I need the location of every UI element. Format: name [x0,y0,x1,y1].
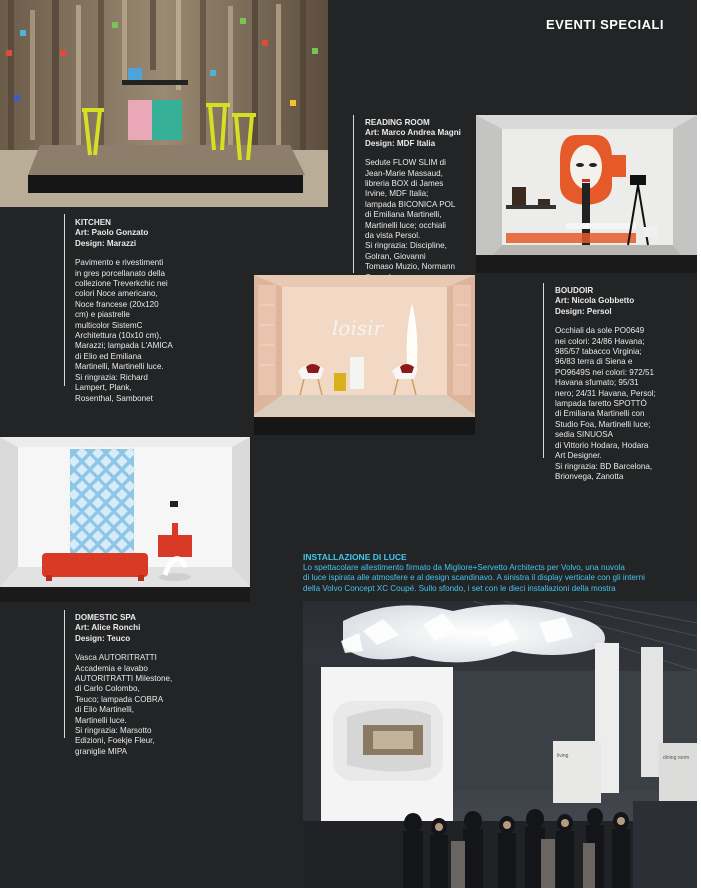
kitchen-caption [75,218,225,404]
kitchen-photo [0,0,328,207]
boudoir-title: BOUDOIR [555,286,594,295]
kitchen-title: KITCHEN [75,218,111,227]
kitchen-designer: Design: Marazzi [75,238,137,248]
domestic-spa-caption [75,613,225,757]
boudoir-caption [555,286,695,482]
reading-room-artist: Art: Marco Andrea Magni [365,128,461,138]
boudoir-designer: Design: Persol [555,306,612,316]
installation-photo [303,601,697,888]
reading-room-designer: Design: MDF Italia [365,138,436,148]
living-panel-text: living [557,753,569,759]
boudoir-artist: Art: Nicola Gobbetto [555,296,635,306]
boudoir-caption-rule [543,283,544,458]
domestic-spa-artist: Art: Alice Ronchi [75,623,141,633]
kitchen-caption-rule [64,214,65,386]
domestic-spa-photo [0,437,250,602]
installation-title: INSTALLAZIONE DI LUCE [303,552,407,562]
installation-body: Lo spettacolare allestimento firmato da Migliore+Servetto Architects per Volvo, una nuvola di luce ispirata alle atmosfere e al design scandinavo. A sinistra il display verticale con gli interni della Volvo Concept XC Coupé. Sullo sfondo, i set con le dieci installazioni della mostra [303,563,645,593]
kitchen-artist: Art: Paolo Gonzato [75,228,149,238]
page-edge [697,0,701,888]
reading-room-title: READING ROOM [365,118,430,127]
domestic-spa-designer: Design: Teuco [75,633,131,643]
domestic-spa-title: DOMESTIC SPA [75,613,137,622]
reading-room-caption [365,118,480,283]
reading-room-body: Sedute FLOW SLIM di Jean-Marie Massaud, libreria BOX di James Irvine, MDF Italia; lampada BICONICA POL di Emiliana Martinelli, Martinelli luce; occhiali da vista Persol. Si ringrazia: Discipline, Golran, Giovanni Tomaso Muzio, Normann [365,158,456,272]
boudoir-photo [476,115,697,273]
reading-caption-rule [353,115,354,273]
kitchen-body: Pavimento e rivestimenti in gres porcellanato della collezione Treverkchic nei colori Noce americano, Noce francese (20x120 cm) e piastrelle multicolor SistemC Architettura (10x10 cm), Marazzi; lampada L'AMICA di Elio ed Emiliana Martinelli, Martinelli luce. Si ringrazia: Richard Lampert, Plank, Rosenthal, Sambonet [75,258,173,403]
spa-caption-rule [64,610,65,738]
section-label: EVENTI SPECIALI [546,17,665,32]
boudoir-body: Occhiali da sole PO0649 nei colori: 24/86 Havana; 985/57 tabacco Virginia; 96/83 terra di Siena e PO9649S nei colori: 972/51 Havana sfumato; 95/31 nero; 24/31 Havana, Persol; lampada faretto SPOTTÒ di Emiliana Martinelli con Studio Foa, Martinelli luce; sedia SINUOSA di Vittorio Hodara, Hodara Art Designer. Si ringrazia: BD Barcelona, Brionvega, Zanotta [555,326,656,481]
domestic-spa-body: Vasca AUTORITRATTI Accademia e lavabo AUTORITRATTI Milestone, di Carlo Colombo, Teuco; lampada COBRA di Elio Martinelli, Martinelli luce. Si ringrazia: Marsotto Edizioni, Foekje Fleur, graniglie MIPA [75,653,173,756]
svg-text:loisir: loisir [332,316,384,340]
dining-panel-text: dining room [663,755,690,761]
installation-caption [303,552,699,594]
reading-room-photo [254,275,475,435]
